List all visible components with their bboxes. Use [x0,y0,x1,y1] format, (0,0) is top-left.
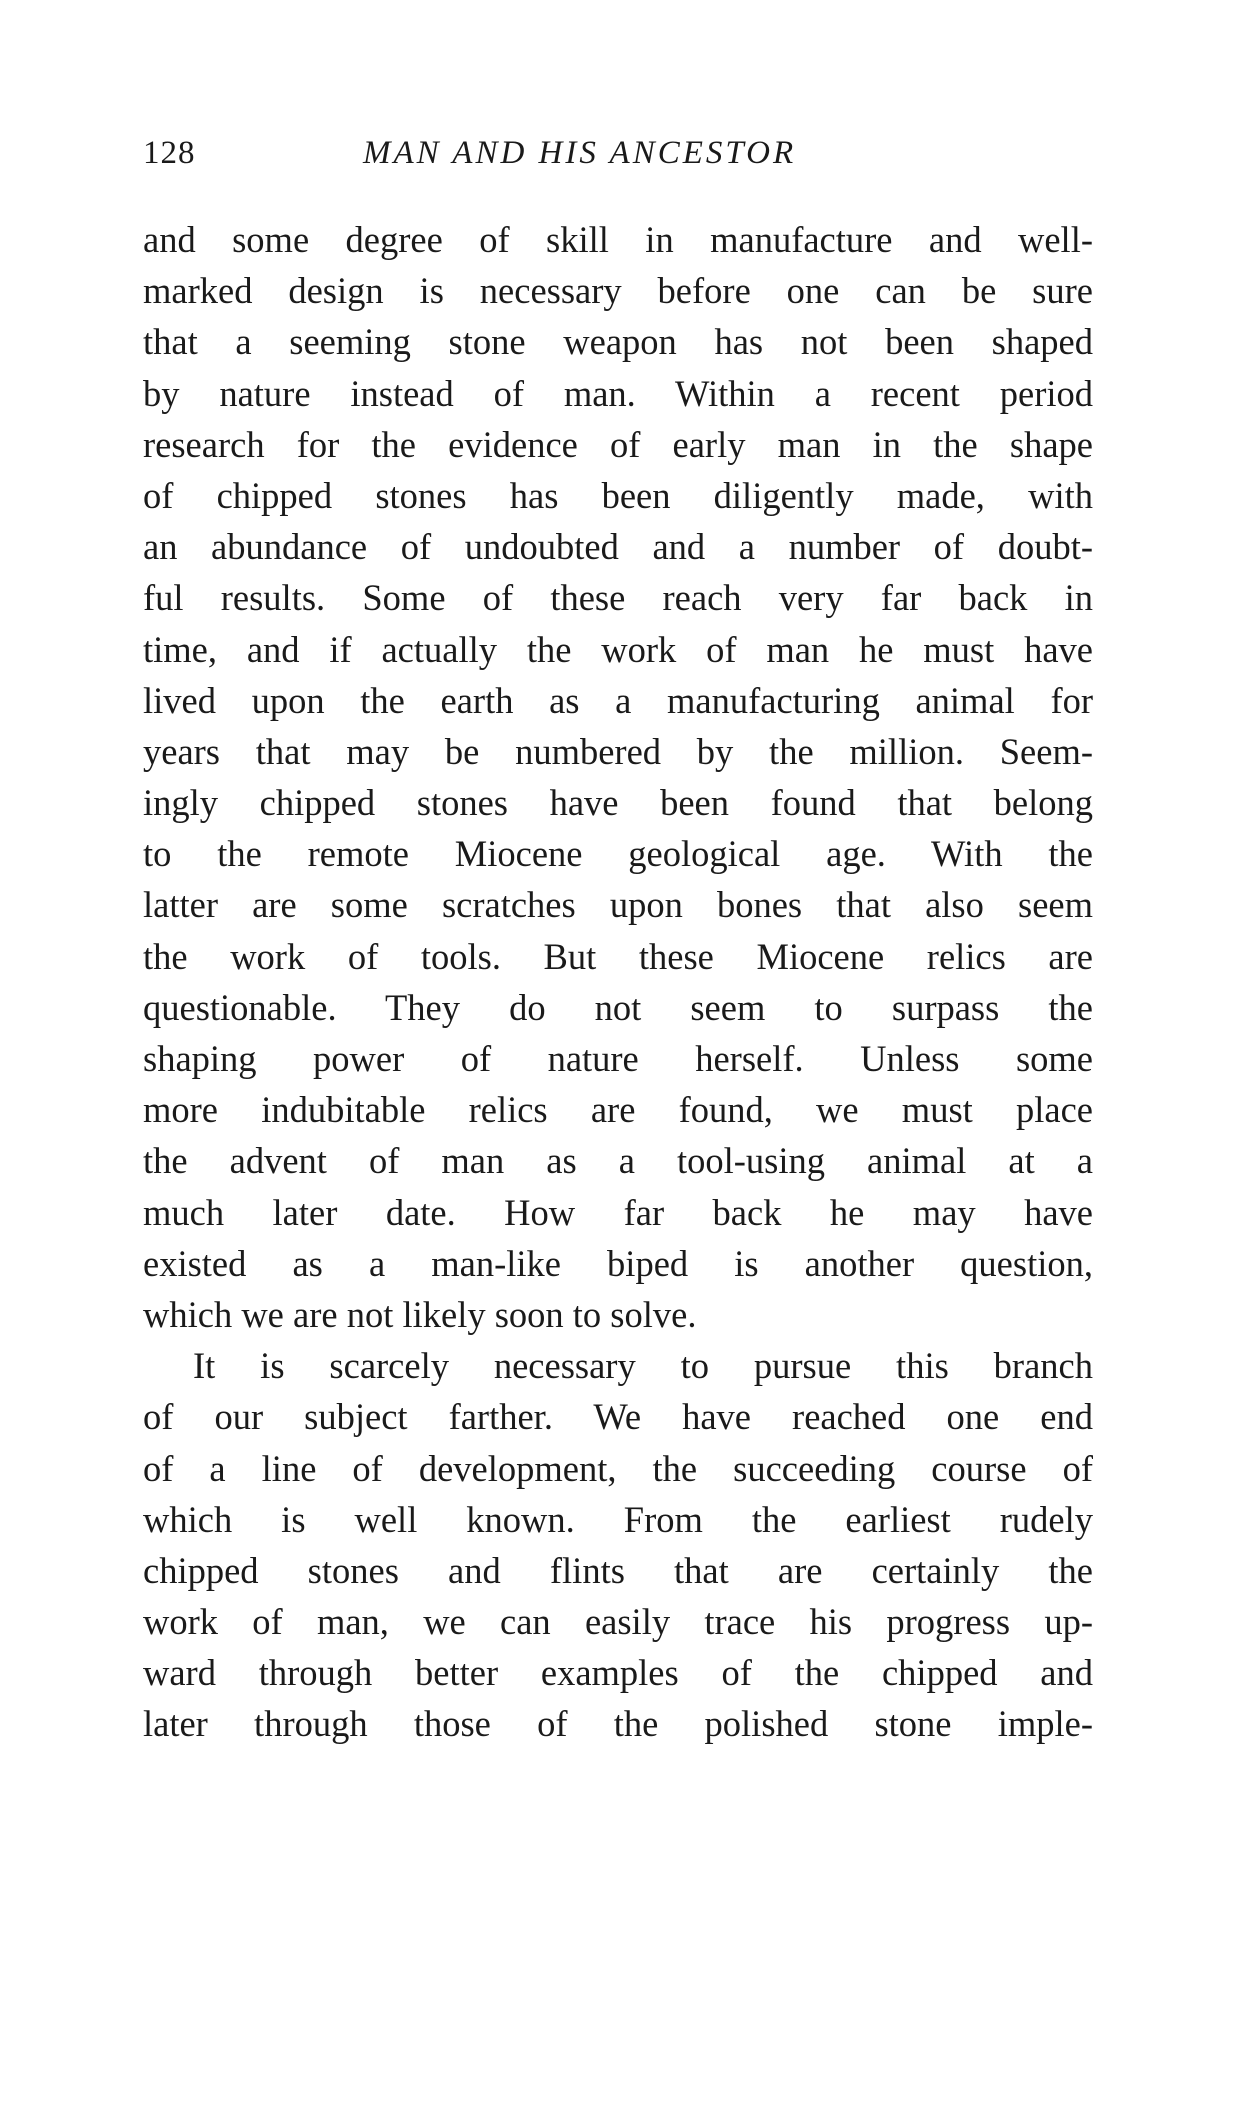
text-line: that a seeming stone weapon has not been shaped [143,321,1093,363]
running-head [143,128,1093,178]
text-line: It is scarcely necessary to pursue this branch [193,1345,1093,1387]
text-line: of our subject farther. We have reached one end [143,1396,1093,1438]
text-line: more indubitable relics are found, we must place [143,1089,1093,1131]
text-line: and some degree of skill in manufacture and well- [143,219,1093,260]
text-line: research for the evidence of early man in the shape [143,423,1093,465]
text-line: years that may be numbered by the million. Seem- [143,730,1093,772]
text-line: questionable. They do not seem to surpass the [143,986,1093,1028]
text-line: which is well known. From the earliest rudely [143,1498,1093,1540]
text-line: latter are some scratches upon bones that also seem [143,884,1093,926]
text-line: the work of tools. But these Miocene relics are [143,935,1093,977]
page-number: 128 [143,135,196,171]
text-line: which we are not likely soon to solve. [143,1293,697,1335]
text-line: an abundance of undoubted and a number of doubt- [143,526,1093,568]
text-line: ingly chipped stones have been found that belong [143,782,1093,824]
text-line: existed as a man-like biped is another question, [143,1242,1093,1284]
paragraph-2 [143,1340,1093,1750]
text-line: ward through better examples of the chipped and [143,1652,1093,1694]
text-line: marked design is necessary before one can be sure [143,270,1093,312]
text-line: by nature instead of man. Within a recent period [143,372,1093,414]
text-line: of chipped stones has been diligently made, with [143,474,1093,516]
text-line: much later date. How far back he may have [143,1191,1093,1233]
text-line: time, and if actually the work of man he must have [143,628,1093,670]
text-line: shaping power of nature herself. Unless some [143,1038,1093,1079]
text-line: later through those of the polished stone imple- [143,1703,1093,1745]
text-line: work of man, we can easily trace his progress up- [143,1601,1093,1643]
text-line: the advent of man as a tool-using animal at a [143,1140,1093,1182]
text-line: lived upon the earth as a manufacturing animal for [143,679,1093,721]
text-line: of a line of development, the succeeding course of [143,1447,1093,1489]
text-line: chipped stones and flints that are certainly the [143,1549,1093,1591]
body-text [143,214,1093,1750]
paragraph-1 [143,214,1093,1340]
text-line: to the remote Miocene geological age. With the [143,833,1093,875]
text-line: ful results. Some of these reach very far back in [143,577,1093,619]
book-title: MAN AND HIS ANCESTOR [363,135,797,171]
